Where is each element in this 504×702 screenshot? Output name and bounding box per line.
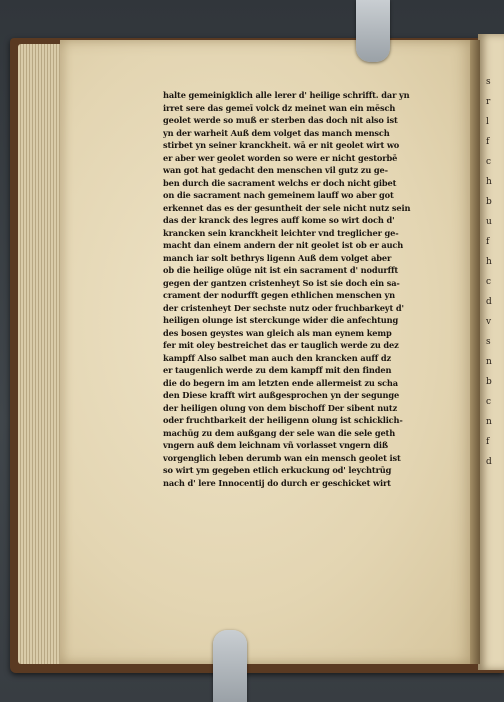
text-line: ob die heilige olūge nit ist ein sacrament d' nodurfft	[163, 266, 399, 276]
text-line: macht dan einem andern der nit geolet ist ob er auch	[163, 241, 404, 251]
text-line: gegen der gantzen cristenheyt So ist sie doch ein sa-	[163, 278, 400, 289]
top-book-clip	[356, 0, 390, 62]
text-line: geolet werde so muß er sterben das doch nit also ist	[163, 116, 398, 126]
facing-page-fragment: d	[486, 457, 492, 467]
facing-page-fragment: c	[486, 397, 492, 407]
text-block	[163, 90, 433, 490]
text-line: manch iar solt bethrys ligenn Auß dem volget aber	[163, 253, 392, 264]
bottom-book-clip	[213, 630, 247, 702]
facing-page-fragment: h	[486, 257, 492, 267]
text-line: vngern auß dem leichnam vñ vorlasset vngern diß	[163, 441, 389, 451]
text-line: der heiligen olung von dem bischoff Der sibent nutz	[163, 403, 398, 414]
text-line: der cristenheyt Der sechste nutz oder fruchbarkeyt d'	[163, 303, 404, 314]
facing-page-fragment: b	[486, 197, 492, 207]
text-line: irret sere das gemeī volck dz meinet wan ein mēsch	[163, 103, 396, 114]
text-line: yn der warheit Auß dem volget das manch mensch	[163, 128, 390, 139]
facing-page-fragment: n	[486, 417, 492, 427]
text-line: heiligen olunge ist sterckunge wider die anfechtung	[163, 316, 399, 326]
facing-page-fragment: l	[486, 117, 489, 127]
text-line: er aber wer geolet worden so were er nicht gestorbē	[163, 153, 398, 164]
text-line: stirbet yn seiner kranckheit. wā er nit geolet wirt wo	[163, 141, 400, 151]
facing-page-fragment: u	[486, 217, 492, 227]
text-line: ben durch die sacrament welchs er doch nicht gibet	[163, 178, 397, 189]
facing-page-fragment: f	[486, 437, 490, 447]
facing-page-fragment: c	[486, 157, 492, 167]
text-line: on die sacrament nach gemeinem lauff wo aber got	[163, 191, 394, 201]
page-edges	[18, 44, 66, 664]
facing-page-fragment: b	[486, 377, 492, 387]
text-line: des bosen geystes wan gleich als man eynem kemp	[163, 328, 392, 339]
facing-page-fragment: f	[486, 237, 490, 247]
text-line: so wirt ym gegeben etlich erkuckung od' leychtrūg	[163, 466, 392, 476]
facing-page-fragment: f	[486, 137, 490, 147]
facing-page-fragment: d	[486, 297, 492, 307]
text-line: die do begern im am letzten ende allermeist zu scha	[163, 378, 398, 389]
text-line: machūg zu dem außgang der sele wan die sele geth	[163, 428, 396, 439]
text-line: crament der nodurfft gegen ethlichen menschen yn	[163, 291, 396, 301]
book-gutter	[470, 40, 480, 664]
text-line: den Diese krafft wirt außgesprochen yn der segunge	[163, 391, 400, 401]
facing-page-fragment: s	[486, 77, 491, 87]
facing-page-fragment: v	[486, 317, 492, 327]
text-line: wan got hat gedacht den menschen vil gutz zu ge-	[163, 166, 388, 176]
text-line: kampff Also salbet man auch den krancken auff dz	[163, 353, 392, 364]
text-line: halte gemeinigklich alle lerer d' heilige schrifft. dar yn	[163, 91, 410, 101]
text-line: oder fruchtbarkeit der heiligenn olung ist schicklich-	[163, 416, 403, 426]
facing-page-fragment: s	[486, 337, 491, 347]
facing-page-fragment: h	[486, 177, 492, 187]
facing-page-text	[486, 72, 502, 472]
facing-page-fragment: n	[486, 357, 492, 367]
facing-page-fragment: r	[486, 97, 491, 107]
text-line: vorgenglich leben derumb wan ein mensch geolet ist	[163, 453, 401, 464]
text-line: nach d' lere Innocentij do durch er geschicket wirt	[163, 478, 391, 489]
facing-page-fragment: c	[486, 277, 492, 287]
text-line: krancken sein kranckheit leichter vnd treglicher ge-	[163, 228, 399, 239]
text-line: erkennet das es der gesuntheit der sele nicht nutz sein	[163, 203, 411, 214]
text-line: er taugenlich werde zu dem kampff mit den finden	[163, 366, 392, 376]
text-line: das der kranck des legres auff kome so wirt doch d'	[163, 216, 395, 226]
text-line: fer mit oley bestreichet das er tauglich werde zu dez	[163, 341, 399, 351]
